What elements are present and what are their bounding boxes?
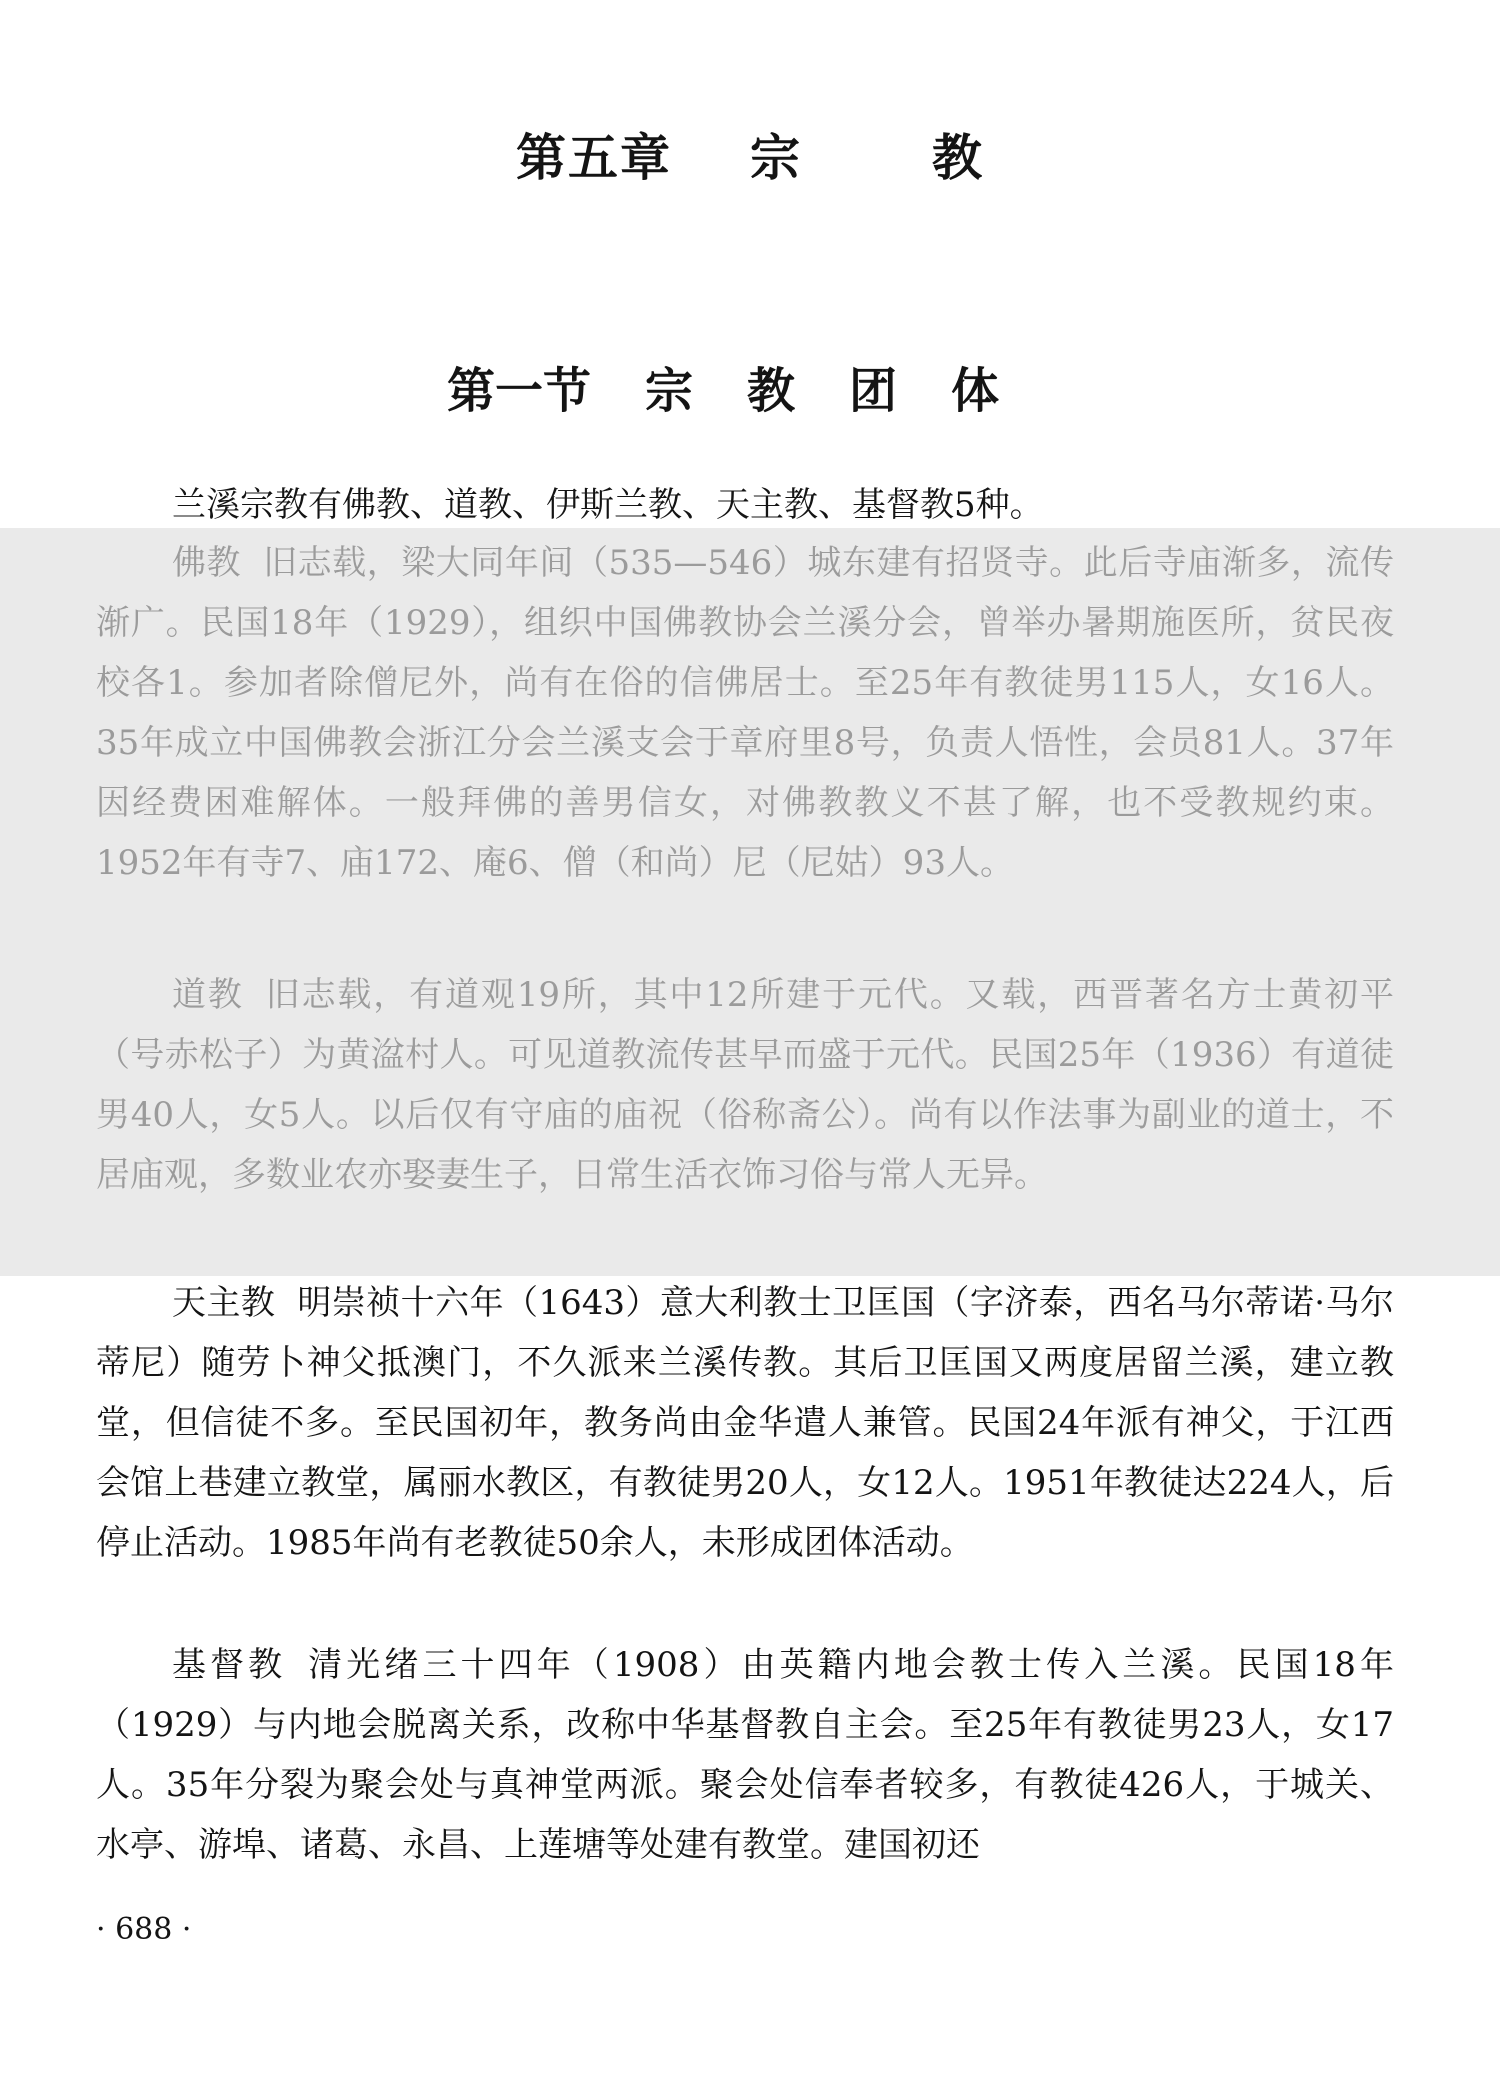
paragraph-body: 明崇祯十六年（1643）意大利教士卫匡国（字济泰，西名马尔蒂诺·马尔蒂尼）随劳卜神父抵澳门，不久派来兰溪传教。其后卫匡国又两度居留兰溪，建立教堂，但信徒不多。至民国初年，教务尚由金华遣人兼管。民国24年派有神父，于江西会馆上巷建立教堂，属丽水教区，有教徒男20人，女12人。1951年教徒达224人，后停止活动。1985年尚有老教徒50余人，未形成团体活动。 [96,1283,1395,1563]
chapter-title-word-2: 教 [932,128,984,187]
page-number: · 688 · [96,1912,192,1947]
paragraph-body: 旧志载，梁大同年间（535—546）城东建有招贤寺。此后寺庙渐多，流传渐广。民国18年（1929），组织中国佛教协会兰溪分会，曾举办暑期施医所，贫民夜校各1。参加者除僧尼外，尚有在俗的信佛居士。至25年有教徒男115人，女16人。35年成立中国佛教会浙江分会兰溪支会于章府里8号，负责人悟性，会员81人。37年因经费困难解体。一般拜佛的善男信女，对佛教教义不甚了解，也不受教规约束。1952年有寺7、庙172、庵6、僧（和尚）尼（尼姑）93人。 [96,543,1395,883]
paragraph-taoism [96,965,1394,1205]
intro-paragraph: 兰溪宗教有佛教、道教、伊斯兰教、天主教、基督教5种。 [172,485,1044,525]
paragraph-term: 道教 [172,975,244,1015]
paragraph-protestantism [96,1635,1394,1875]
paragraph-term: 基督教 [172,1645,287,1685]
chapter-title-number: 第五章 [516,128,672,187]
chapter-title-word-1: 宗 [750,128,802,187]
chapter-title [0,118,1500,190]
paragraph-term: 天主教 [172,1283,276,1323]
paragraph-term: 佛教 [172,543,242,583]
section-title [0,352,1500,421]
paragraph-catholicism [96,1273,1394,1573]
paragraph-body: 清光绪三十四年（1908）由英籍内地会教士传入兰溪。民国18年（1929）与内地会脱离关系，改称中华基督教自主会。至25年有教徒男23人，女17人。35年分裂为聚会处与真神堂两派。聚会处信奉者较多，有教徒426人，于城关、水亭、游埠、诸葛、永昌、上莲塘等处建有教堂。建国初还 [96,1645,1394,1865]
section-title-name: 宗教团体 [645,363,1054,419]
paragraph-body: 旧志载，有道观19所，其中12所建于元代。又载，西晋著名方士黄初平（号赤松子）为黄湓村人。可见道教流传甚早而盛于元代。民国25年（1936）有道徒男40人，女5人。以后仅有守庙的庙祝（俗称斋公）。尚有以作法事为副业的道士，不居庙观，多数业农亦娶妻生子，日常生活衣饰习俗与常人无异。 [96,975,1394,1195]
paragraph-buddhism [96,533,1394,893]
section-title-number: 第一节 [446,363,591,419]
